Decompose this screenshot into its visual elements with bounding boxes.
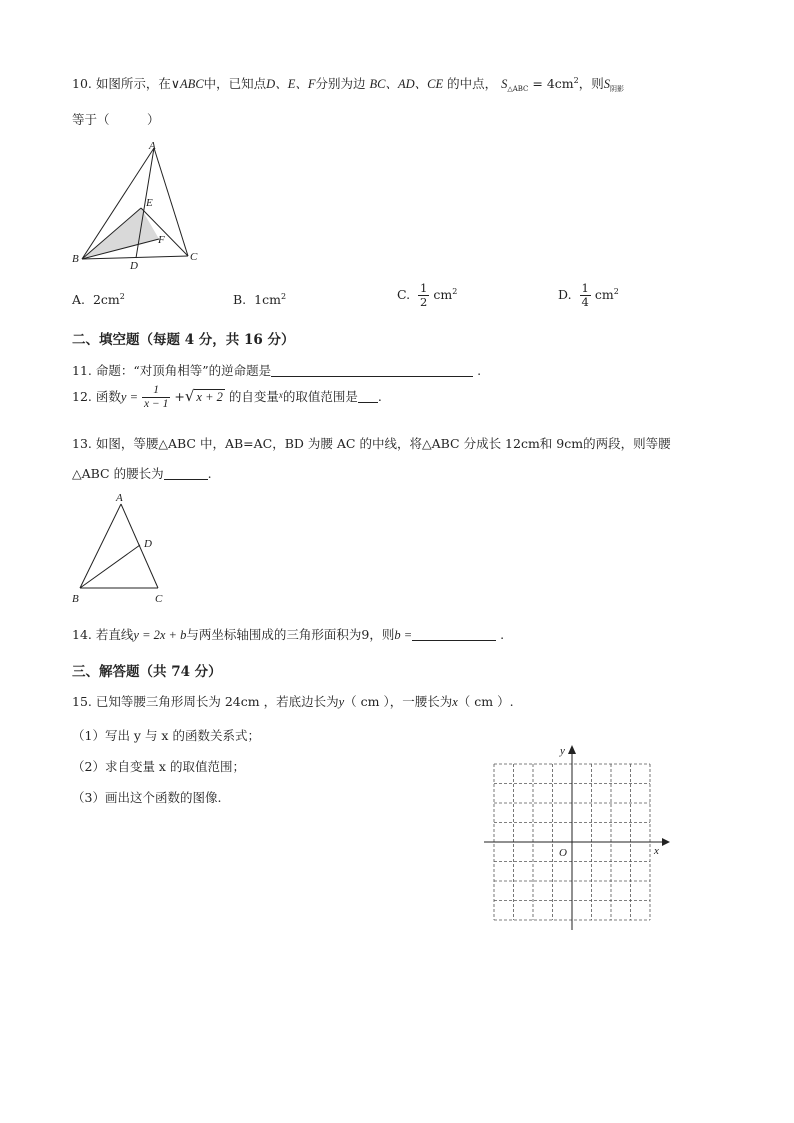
- q12: 12. 函数y = $\frac{1}{x - 1}$ +√ x + 2 的自变量$^x$的取值范围是 .: [72, 384, 382, 410]
- label-d: D: [144, 538, 152, 550]
- label-c: C: [155, 593, 163, 605]
- q13-line2: △ABC 的腰长为 .: [72, 466, 212, 481]
- label-c: C: [190, 251, 198, 263]
- section3-title: 三、解答题（共 74 分）: [72, 664, 222, 680]
- y-axis-arrow: [568, 745, 576, 754]
- label-e: E: [146, 197, 153, 209]
- q14: 14. 若直线y = 2x + b与两坐标轴围成的三角形面积为9，则b = .: [72, 627, 505, 642]
- q10-option-c: C. $\frac{1}{2}$ $cm^2$: [397, 281, 458, 309]
- label-d: D: [130, 260, 138, 272]
- q10-triangle-figure: [70, 138, 210, 274]
- shaded-region: [82, 208, 159, 259]
- q10-option-b: B. $1cm^2$: [233, 292, 287, 307]
- side-ab: [80, 504, 121, 588]
- label-b: B: [72, 593, 79, 605]
- q11-answer-blank[interactable]: [271, 364, 473, 377]
- q15-part-1: （1）写出 y 与 x 的函数关系式；: [72, 728, 260, 743]
- y-axis-label: y: [560, 745, 565, 757]
- q15-part-3: （3）画出这个函数的图像.: [72, 790, 222, 805]
- segment-bd: [80, 545, 140, 588]
- label-f: F: [158, 234, 165, 246]
- q13-triangle-figure: [66, 488, 176, 610]
- q10-stem-line2: 等于（ ）: [72, 112, 160, 127]
- q10-stem: 10. 如图所示，在∨ABC中，已知点D、E、F分别为边 BC、AD、CE 的中点， $S_{\triangle ABC} = 4cm^2$，则$S_{阴影}$: [72, 76, 625, 93]
- origin-label: O: [559, 847, 567, 859]
- q10-option-a: A. $2cm^2$: [72, 292, 125, 307]
- label-a: A: [149, 140, 156, 152]
- q11: 11. 命题：“对顶角相等”的逆命题是 .: [72, 363, 482, 378]
- q15-part-2: （2）求自变量 x 的取值范围；: [72, 759, 245, 774]
- q15-coordinate-grid: [484, 742, 670, 934]
- q15-stem: 15. 已知等腰三角形周长为 24cm ，若底边长为y（ cm ），一腰长为x（ cm ）.: [72, 694, 514, 709]
- q12-answer-blank[interactable]: [358, 390, 378, 403]
- side-bc: [82, 256, 188, 259]
- section2-title: 二、填空题（每题 4 分，共 16 分）: [72, 332, 295, 348]
- x-axis-arrow: [662, 838, 670, 846]
- q10-option-d: D. $\frac{1}{4}$ $cm^2$: [558, 281, 619, 309]
- label-b: B: [72, 253, 79, 265]
- side-ac: [121, 504, 158, 588]
- x-axis-label: x: [654, 845, 659, 857]
- q14-answer-blank[interactable]: [412, 628, 496, 641]
- q13-line1: 13. 如图，等腰△ABC 中，AB=AC，BD 为腰 AC 的中线，将△ABC 分成长 12cm和 9cm的两段，则等腰: [72, 436, 671, 451]
- label-a: A: [116, 492, 123, 504]
- q13-answer-blank[interactable]: [164, 467, 208, 480]
